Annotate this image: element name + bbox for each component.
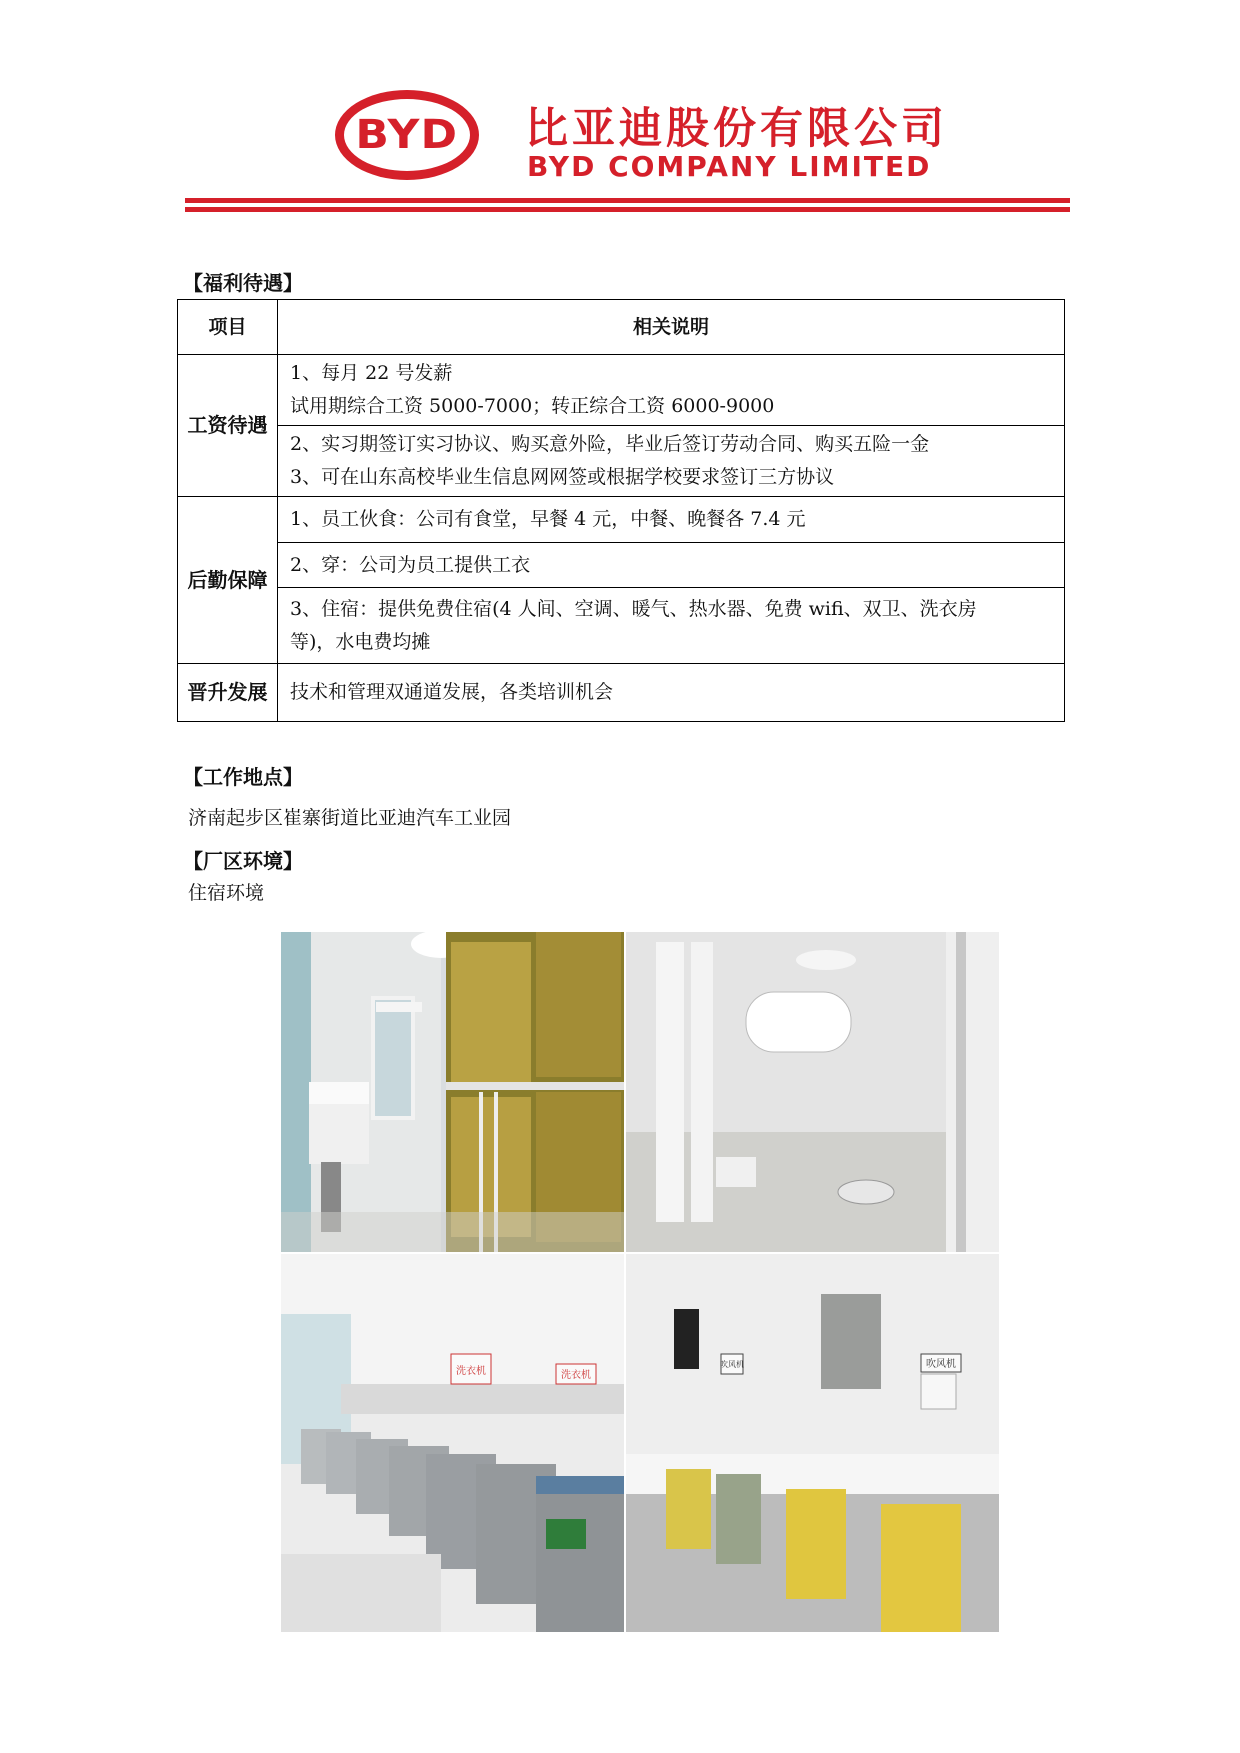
cell-line: 3、可在山东高校毕业生信息网网签或根据学校要求签订三方协议 <box>290 466 835 488</box>
washer-sign-2: 洗衣机 <box>561 1370 591 1381</box>
table-row <box>178 426 1065 497</box>
table-cell: 2、穿：公司为员工提供工衣 <box>278 543 1065 588</box>
category-logistics: 后勤保障 <box>178 497 278 664</box>
table-cell: 技术和管理双通道发展，各类培训机会 <box>278 664 1065 722</box>
category-promotion: 晋升发展 <box>178 664 278 722</box>
environment-subtitle: 住宿环境 <box>188 882 265 904</box>
dryer-sign-2: 吹风机 <box>926 1359 956 1370</box>
benefits-heading: 【福利待遇】 <box>183 271 303 295</box>
cell-line: 1、每月 22 号发薪 <box>290 362 453 384</box>
company-name-en: BYD COMPANY LIMITED <box>527 150 932 183</box>
environment-heading: 【厂区环境】 <box>183 849 303 873</box>
table-cell <box>278 588 1065 664</box>
table-cell <box>278 426 1065 497</box>
cell-line: 2、实习期签订实习协议、购买意外险，毕业后签订劳动合同、购买五险一金 <box>290 433 930 455</box>
table-row <box>178 497 1065 543</box>
benefits-table <box>177 299 1065 722</box>
table-cell <box>278 355 1065 426</box>
dryer-sign-1: 吹风机 <box>720 1360 744 1369</box>
header-rule <box>185 198 1070 203</box>
photo-dormitory <box>281 932 624 1252</box>
table-row <box>178 664 1065 722</box>
washer-sign-1: 洗衣机 <box>456 1366 486 1377</box>
header-rule <box>185 207 1070 212</box>
table-cell: 1、员工伙食：公司有食堂，早餐 4 元，中餐、晚餐各 7.4 元 <box>278 497 1065 543</box>
company-name-cn: 比亚迪股份有限公司 <box>525 104 948 154</box>
photo-laundry <box>281 1254 624 1632</box>
photo-grid <box>281 932 999 1632</box>
location-heading: 【工作地点】 <box>183 765 303 789</box>
header-cell-item: 项目 <box>178 300 278 355</box>
table-row <box>178 543 1065 588</box>
byd-logo <box>335 90 479 180</box>
location-text: 济南起步区崔寨街道比亚迪汽车工业园 <box>188 807 512 829</box>
table-row <box>178 588 1065 664</box>
cell-line: 等)，水电费均摊 <box>290 630 431 653</box>
photo-washroom <box>626 1254 999 1632</box>
table-row <box>178 355 1065 426</box>
letterhead <box>185 80 1070 220</box>
header-cell-desc: 相关说明 <box>278 300 1065 355</box>
cell-line: 3、住宿：提供免费住宿(4 人间、空调、暖气、热水器、免费 wifi、双卫、洗衣房 <box>290 597 977 620</box>
cell-line: 试用期综合工资 5000-7000；转正综合工资 6000-9000 <box>290 395 775 417</box>
category-salary: 工资待遇 <box>178 355 278 497</box>
logo-text: BYD <box>355 112 459 158</box>
table-header-row <box>178 300 1065 355</box>
photo-bathroom <box>626 932 999 1252</box>
